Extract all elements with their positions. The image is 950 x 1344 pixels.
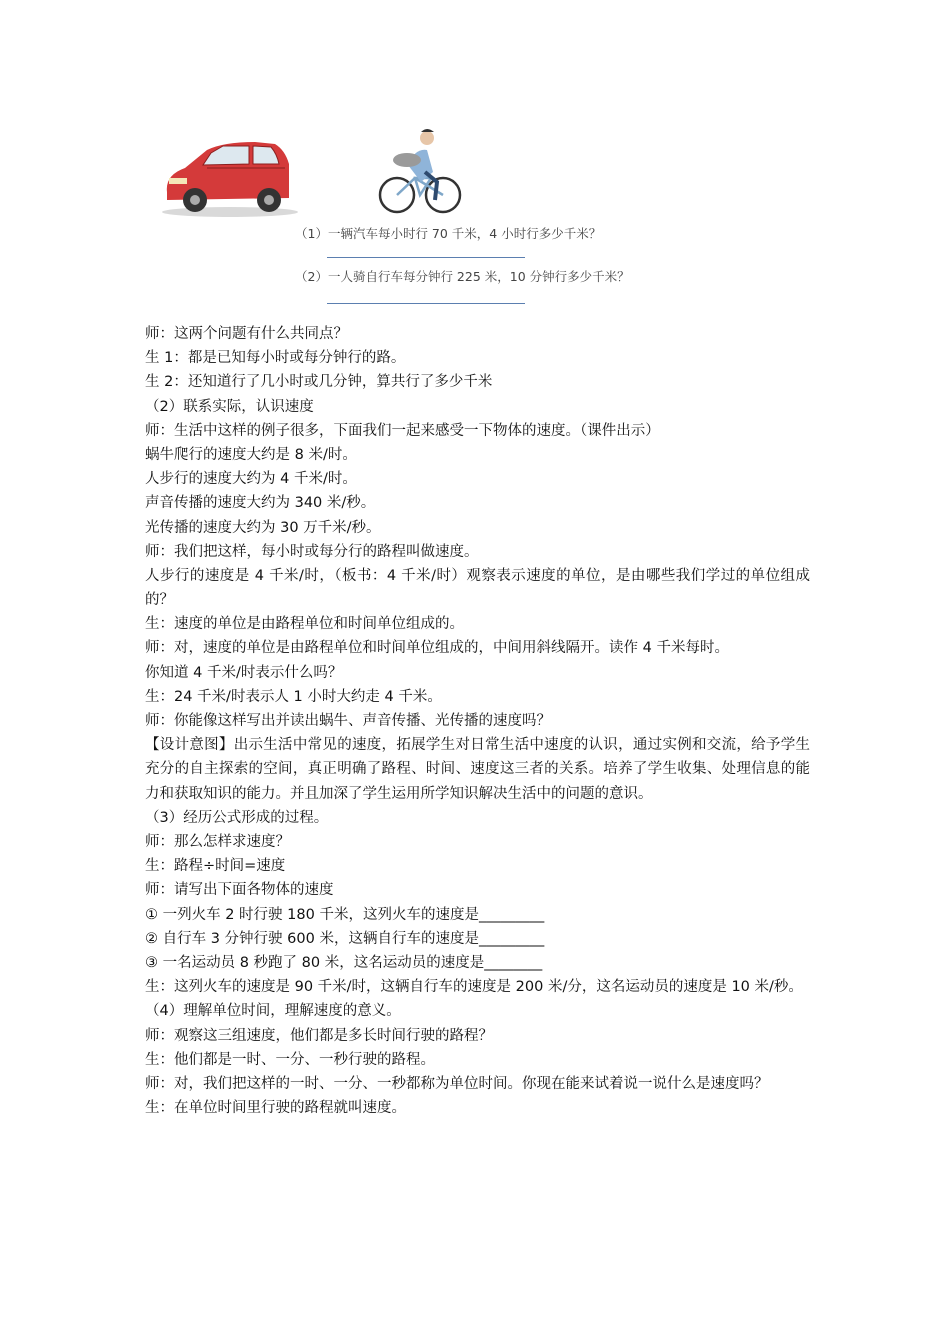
text-line: 师：我们把这样，每小时或每分行的路程叫做速度。 bbox=[145, 543, 479, 560]
text-paragraph: 人步行的速度是 4 千米/时，（板书：4 千米/时）观察表示速度的单位，是由哪些我们学过的单位组成的？ bbox=[145, 567, 810, 609]
text-line: 师：你能像这样写出并读出蜗牛、声音传播、光传播的速度吗？ bbox=[145, 713, 551, 730]
text-line: 生：他们都是一时、一分、一秒行驶的路程。 bbox=[145, 1051, 435, 1068]
text-line: 声音传播的速度大约为 340 米/秒。 bbox=[145, 495, 376, 512]
lesson-transcript bbox=[145, 322, 810, 1120]
answer-line-1 bbox=[327, 257, 525, 258]
text-line: 生：速度的单位是由路程单位和时间单位组成的。 bbox=[145, 616, 464, 633]
question-2: （2）一人骑自行车每分钟行 225 米，10 分钟行多少千米？ bbox=[295, 269, 630, 284]
question-1: （1）一辆汽车每小时行 70 千米，4 小时行多少千米？ bbox=[295, 226, 602, 241]
text-line: 师：那么怎样求速度？ bbox=[145, 834, 290, 851]
text-line: 生 1：都是已知每小时或每分钟行的路。 bbox=[145, 350, 406, 367]
section-heading: （3）经历公式形成的过程。 bbox=[145, 809, 329, 826]
text-line: 人步行的速度大约为 4 千米/时。 bbox=[145, 471, 357, 488]
text-line: 生：路程÷时间=速度 bbox=[145, 858, 286, 875]
text-line: 你知道 4 千米/时表示什么吗？ bbox=[145, 664, 343, 681]
section-heading: （2）联系实际，认识速度 bbox=[145, 398, 314, 415]
text-line: 生：在单位时间里行驶的路程就叫速度。 bbox=[145, 1100, 406, 1117]
cyclist-icon bbox=[380, 129, 460, 212]
answer-line-2 bbox=[327, 303, 525, 304]
text-line: 师：对，速度的单位是由路程单位和时间单位组成的，中间用斜线隔开。读作 4 千米每时。 bbox=[145, 640, 729, 657]
text-paragraph: 生：这列火车的速度是 90 千米/时，这辆自行车的速度是 200 米/分，这名运动员的速度是 10 米/秒。 bbox=[145, 979, 803, 996]
text-line: 师：观察这三组速度，他们都是多长时间行驶的路程？ bbox=[145, 1027, 493, 1044]
text-line: 师：生活中这样的例子很多，下面我们一起来感受一下物体的速度。（课件出示） bbox=[145, 422, 660, 439]
text-line: 生 2：还知道行了几小时或几分钟，算共行了多少千米 bbox=[145, 374, 493, 391]
design-intent-paragraph: 【设计意图】出示生活中常见的速度，拓展学生对日常生活中速度的认识，通过实例和交流，给予学生充分的自主探索的空间，真正明确了路程、时间、速度这三者的关系。培养了学生收集、处理信息的能力和获取知识的能力。并且加深了学生运用所学知识解决生活中的问题的意识。 bbox=[145, 737, 810, 802]
text-line: 蜗牛爬行的速度大约是 8 米/时。 bbox=[145, 446, 357, 463]
text-line: 光传播的速度大约为 30 万千米/秒。 bbox=[145, 519, 381, 536]
car-icon bbox=[162, 142, 298, 217]
exercise-item: ① 一列火车 2 时行驶 180 千米，这列火车的速度是_________ bbox=[145, 906, 545, 923]
text-paragraph: 师：对，我们把这样的一时、一分、一秒都称为单位时间。你现在能来试着说一说什么是速度吗？ bbox=[145, 1075, 769, 1092]
text-line: 生：24 千米/时表示人 1 小时大约走 4 千米。 bbox=[145, 688, 442, 705]
section-heading: （4）理解单位时间，理解速度的意义。 bbox=[145, 1003, 401, 1020]
text-line: 师：请写出下面各物体的速度 bbox=[145, 882, 334, 899]
textbook-illustration bbox=[145, 120, 630, 320]
text-line: 师：这两个问题有什么共同点？ bbox=[145, 326, 348, 342]
exercise-item: ② 自行车 3 分钟行驶 600 米，这辆自行车的速度是_________ bbox=[145, 930, 545, 947]
car-and-cyclist-image bbox=[145, 120, 565, 220]
exercise-item: ③ 一名运动员 8 秒跑了 80 米，这名运动员的速度是________ bbox=[145, 954, 543, 971]
